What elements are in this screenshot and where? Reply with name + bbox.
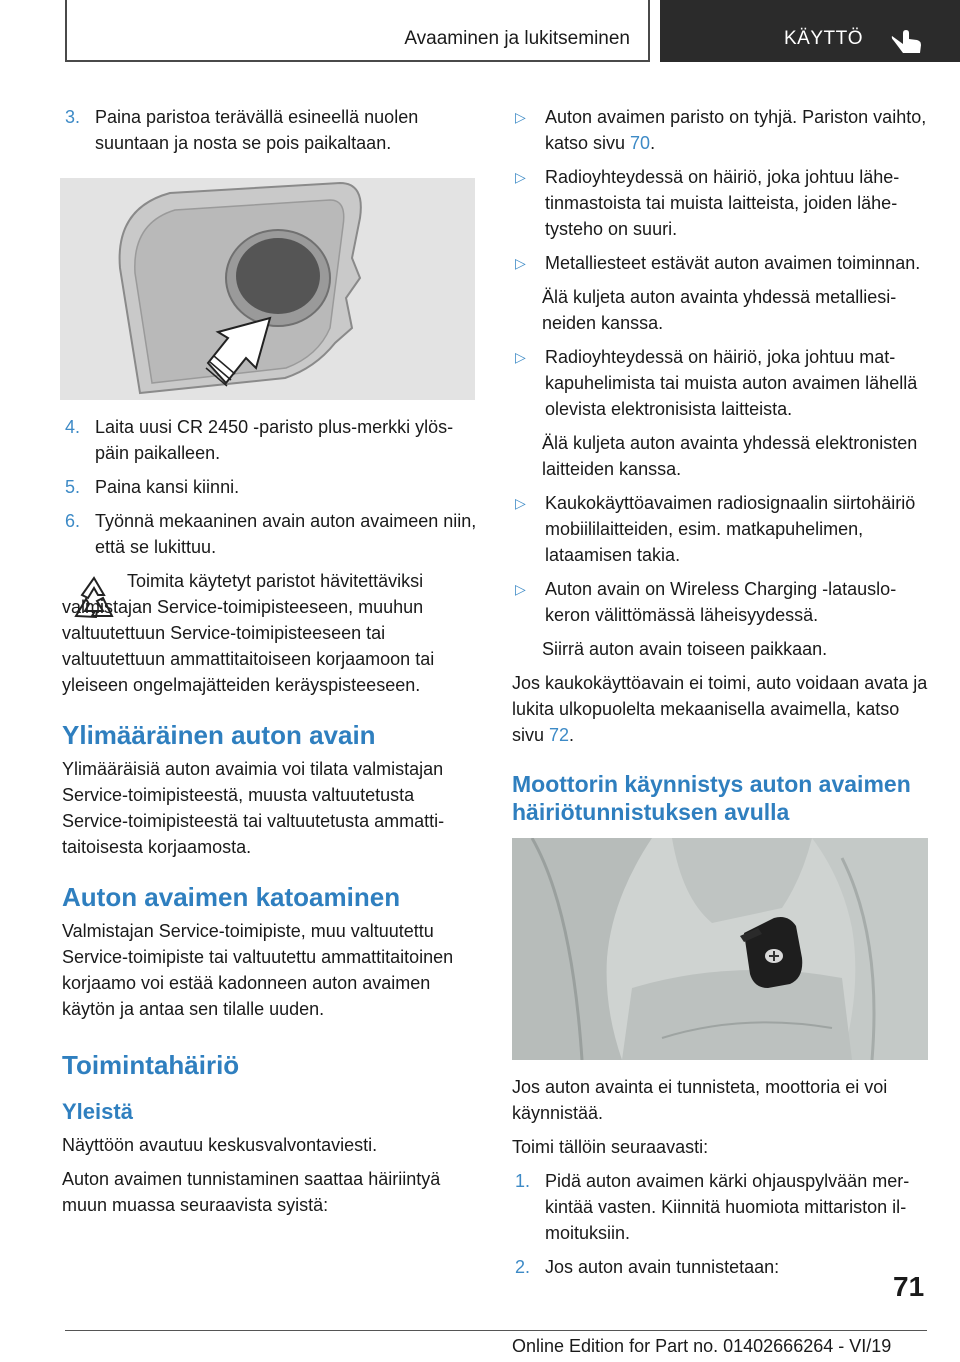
steering-column-illustration [512, 838, 928, 1060]
footer-divider [65, 1330, 927, 1331]
bullet-triangle-icon: ▷ [515, 169, 526, 185]
recycling-note-text: Toimita käytetyt paristot hävitettäviksi valmistajan Service-toimipisteeseen, muuhun valtuutettuun Service-toimipisteeseen tai valtuutettuun ammattitaitoiseen korjaamoon tai yleiseen ongelmajätteiden keräyspisteeseen. [62, 571, 435, 695]
step-text: Paina kansi kiinni. [95, 477, 240, 497]
step-number: 5. [65, 477, 81, 497]
bullet-item [512, 104, 928, 156]
general-text-2: Auton avaimen tunnistaminen saattaa häiriintyä muun muassa seuraavista syistä: [62, 1169, 441, 1215]
bullet-item [512, 344, 928, 422]
heading-lost-key: Auton avaimen katoaminen [62, 882, 401, 912]
start-step-1 [512, 1168, 928, 1246]
bullet-text: Auton avain on Wireless Charging -latauslokeron välittömässä läheisyydessä. [545, 579, 897, 625]
bullet-subtext: Siirrä auton avain toiseen paikkaan. [542, 639, 828, 659]
heading-extra-key: Ylimääräinen auton avain [62, 720, 376, 750]
step-5 [62, 474, 477, 500]
general-text-1: Näyttöön avautuu keskusvalvontaviesti. [62, 1135, 378, 1155]
footer-edition: Online Edition for Part no. 01402666264 - VI/19 [512, 1336, 892, 1356]
step-text: Jos auton avain tunnistetaan: [545, 1257, 780, 1277]
bullet-triangle-icon: ▷ [515, 349, 526, 365]
bullet-item [512, 164, 928, 242]
step-text: Työnnä mekaaninen avain auton avaimeen niin, että se lukittuu. [95, 511, 477, 557]
bullet-text: Radioyhteydessä on häiriö, joka johtuu matkapuhelimista tai muista auton avaimen lähellä olevista elektronisista laitteista. [545, 347, 918, 419]
heading-engine-start: Moottorin käynnistys auton avaimen häiriötunnistuksen avulla [512, 771, 911, 825]
step-number: 2. [515, 1257, 531, 1277]
start-text-1: Jos auton avainta ei tunnisteta, moottoria ei voi käynnistää. [512, 1077, 888, 1123]
header-section-title: Avaaminen ja lukitseminen [404, 28, 630, 49]
step-text: Laita uusi CR 2450 -paristo plus-merkki ylöspäin paikalleen. [95, 417, 454, 463]
page-link-72[interactable]: 72 [549, 725, 570, 745]
step-text: Paina paristoa terävällä esineellä nuolen suuntaan ja nosta se pois paikaltaan. [95, 107, 419, 153]
step-number: 4. [65, 417, 81, 437]
bullet-text: Kaukokäyttöavaimen radiosignaalin siirtohäiriö mobiililaitteiden, esim. matkapuhelimen, lataamisen takia. [545, 493, 916, 565]
step-6 [62, 508, 477, 560]
step-number: 1. [515, 1171, 531, 1191]
bullet-text: Auton avaimen paristo on tyhjä. Pariston vaihto, katso sivu 70. [545, 107, 927, 153]
bullet-item [512, 576, 928, 628]
page-link-70[interactable]: 70 [630, 133, 651, 153]
left-column [62, 104, 477, 1226]
bullet-subtext: Älä kuljeta auton avainta yhdessä elektronisten laitteiden kanssa. [542, 433, 918, 479]
bullet-text: Radioyhteydessä on häiriö, joka johtuu lähetinmastoista tai muista laitteista, joiden lähetysteho on suuri. [545, 167, 900, 239]
lost-key-text: Valmistajan Service-toimipiste, muu valtuutettu Service-toimipiste tai valtuutettu ammattitaitoinen korjaamo voi estää kadonneen auton avaimen käytön ja antaa sen tilalle uuden. [62, 921, 454, 1019]
fallback-text: Jos kaukokäyttöavain ei toimi, auto voidaan avata ja lukita ulkopuolelta mekaanisella avaimella, katso sivu 72. [512, 673, 928, 745]
heading-malfunction: Toimintahäiriö [62, 1050, 240, 1080]
pointing-hand-icon [890, 24, 924, 54]
step-4 [62, 414, 477, 466]
extra-key-text: Ylimääräisiä auton avaimia voi tilata valmistajan Service-toimipisteestä, muusta valtuutetusta Service-toimipisteestä tai valtuutetusta ammattitaitoisesta korjaamosta. [62, 759, 445, 857]
header-chapter-title: KÄYTTÖ [784, 28, 864, 49]
page-number: 71 [893, 1271, 925, 1302]
step-number: 6. [65, 511, 81, 531]
bullet-text: Metalliesteet estävät auton avaimen toiminnan. [545, 253, 921, 273]
bullet-triangle-icon: ▷ [515, 255, 526, 271]
step-text: Pidä auton avaimen kärki ohjauspylvään merkintää vasten. Kiinnitä huomiota mittariston ilmoituksiin. [545, 1171, 910, 1243]
step-number: 3. [65, 107, 81, 127]
step-3 [62, 104, 477, 156]
right-column [512, 104, 928, 1288]
start-text-2: Toimi tällöin seuraavasti: [512, 1137, 709, 1157]
recycling-note [62, 568, 477, 698]
bullet-triangle-icon: ▷ [515, 581, 526, 597]
bullet-item [512, 490, 928, 568]
start-step-2 [512, 1254, 928, 1280]
heading-general: Yleistä [62, 1099, 133, 1124]
bullet-triangle-icon: ▷ [515, 109, 526, 125]
bullet-item [512, 250, 928, 276]
key-battery-illustration [60, 178, 475, 400]
recycle-icon [68, 574, 120, 626]
steering-column-drawing [512, 838, 928, 1060]
bullet-subtext: Älä kuljeta auton avainta yhdessä metalliesineiden kanssa. [542, 287, 897, 333]
key-battery-drawing [60, 178, 475, 400]
bullet-triangle-icon: ▷ [515, 495, 526, 511]
